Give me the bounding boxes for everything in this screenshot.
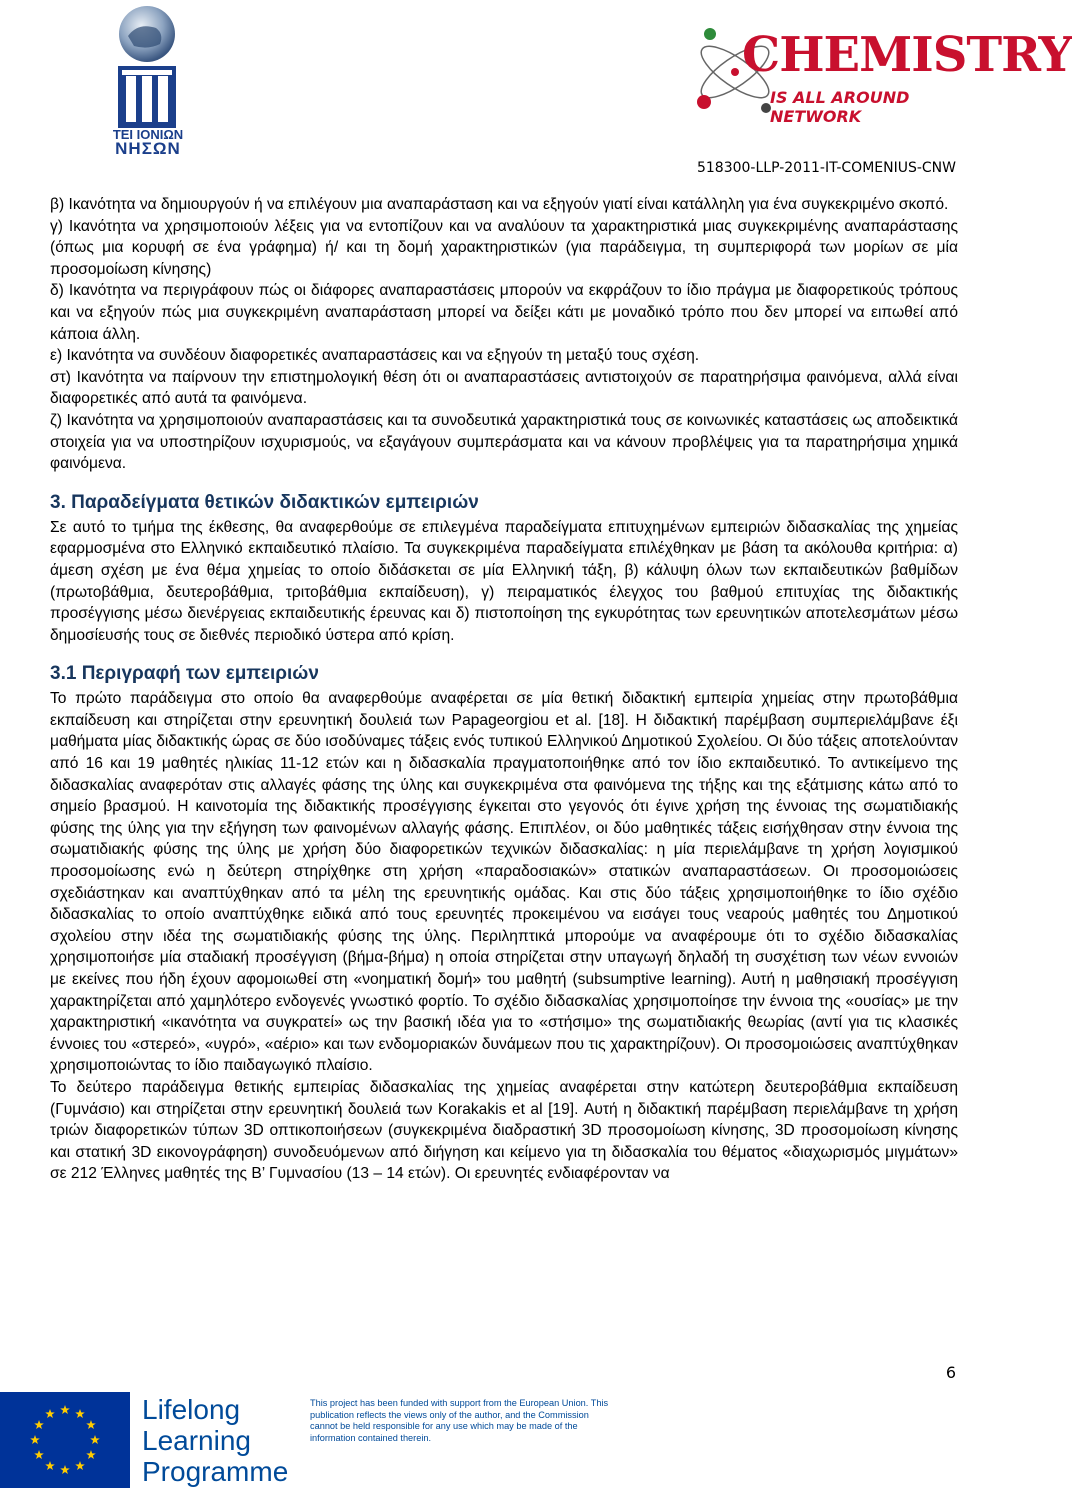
paragraph-section-3-1-first: Το πρώτο παράδειγμα στο οποίο θα αναφερθούμε αναφέρεται σε μία θετική διδακτική εμπειρία χημείας στην πρωτοβάθμια εκπαίδευση και στηρίζεται στην ερευνητική δουλειά των Papageorgiou et al. [18]. Η διδακτική παρέμβαση συμπεριελάμβανε έξι μαθήματα μίας διδακτικής ώρας σε δύο ισοδύναμες τάξεις ενός τυπικού Ελληνικού Δημοτικού Σχολείου. Οι δύο τάξεις αποτελούνταν από 16 και 19 μαθητές ηλικίας 11-12 ετών και η διδασκαλία πραγματοποιήθηκε από τον ίδιο εκπαιδευτικό. Το αντικείμενο της διδασκαλίας αναφερόταν στις αλλαγές φάσης της ύλης και συγκεκριμένα στα φαινόμενα της τήξης και της εξάτμισης κάτω από το σημείο βρασμού. Η καινοτομία της διδακτικής προσέγγισης έγκειται στο γεγονός ότι έγινε χρήση της έννοιας της σωματιδιακής φύσης της ύλης για την εξήγηση των φαινομένων αλλαγής φάσης. Επιπλέον, οι δύο μαθητικές τάξεις εισήχθησαν στην έννοια της σωματιδιακής φύσης της ύλης με χρήση δύο διαφορετικών τεχνικών διδασκαλίας: η μία περιελάμβανε τη χρήση λογισμικού προσομοίωσης ενώ η δεύτερη στηρίχθηκε στη χρήση «παραδοσιακών» στατικών αναπαραστάσεων. Οι προσομοιώσεις σχεδιάστηκαν και αναπτύχθηκαν από τα μέλη της ερευνητικής ομάδας. Και στις δύο τάξεις χρησιμοποιήθηκε το ίδιο σχέδιο διδασκαλίας το οποίο αναπτύχθηκε ειδικά από τους ερευνητές προκειμένου να εισάγει τους νεαρούς μαθητές του Δημοτικού σχολείου στην ιδέα της σωματιδιακής φύσης της ύλης. Περιληπτικά μπορούμε να αναφέρουμε ότι το σχέδιο διδασκαλίας χρησιμοποιήσε μία σταδιακή προσέγγιση (βήμα-βήμα) η οποία στηρίζεται στην υπαγωγή δηλαδή τη συσχέτιση των νέων εννοιών με εκείνες που ήδη έχουν αφομοιωθεί στη «νοηματική δομή» του μαθητή (subsumptive learning). Αυτή η μαθησιακή προσέγγιση χαρακτηρίζεται από χαμηλότερο ενδογενές γνωστικό φορτίο. Το σχέδιο διδασκαλίας χρησιμοποίησε την έννοια της «ουσίας» με την χαρακτηριστική «ικανότητα να συγκρατεί» ως την βασική ιδέα για το «στήσιμο» της σωματιδιακής θεωρίας (αντί για τις κλασικές έννοιες του «στερεό», «υγρό», «αέριο» και των ενδομοριακών δυνάμεων που τις χαρακτηρίζουν). Οι προσομοιώσεις αναπτύχθηκαν χρησιμοποιώντας το ίδιο παιδαγωγικό πλαίσιο. [50, 690, 958, 1075]
document-body [50, 194, 958, 1185]
paragraph-z: ζ) Ικανότητα να χρησιμοποιούν αναπαραστάσεις και τα συνοδευτικά χαρακτηριστικά τους σε κοινωνικές καταστάσεις ως αποδεικτικά στοιχεία για να υποστηρίζουν ισχυρισμούς, να εξαγάγουν συμπεράσματα και να κάνουν προβλέψεις για τα παρατηρήσιμα χημικά φαινόμενα. [50, 411, 958, 473]
page-footer [0, 1390, 960, 1493]
paragraph-section-3: Σε αυτό το τμήμα της έκθεσης, θα αναφερθούμε σε επιλεγμένα παραδείγματα επιτυχημένων εμπειριών διδασκαλίας της χημείας εφαρμοσμένα στο Ελληνικό εκπαιδευτικό πλαίσιο. Τα συγκεκριμένα παραδείγματα επιλέχθηκαν με βάση τα ακόλουθα κριτήρια: α) άμεση σχέση με ένα θέμα χημείας το οποίο διδάσκεται σε μία Ελληνική τάξη, β) κάλυψη όλων των εκπαιδευτικών βαθμίδων (πρωτοβάθμια, δευτεροβάθμια, τριτοβάθμια εκπαίδευση), γ) πειραματικός έλεγχος του βαθμού επιτυχίας της διδακτικής προσέγγισης μέσω διενέργειας εκπαιδευτικής έρευνας και δ) πιστοποίηση της εγκυρότητας των ερευνητικών αποτελεσμάτων μέσω δημοσίευσής τους σε διεθνές περιοδικό ύστερα από κρίση. [50, 518, 958, 644]
paragraph-e: ε) Ικανότητα να συνδέουν διαφορετικές αναπαραστάσεις και να εξηγούν τη μεταξύ τους σχέση. [50, 347, 700, 365]
page-header [0, 0, 1072, 185]
project-code: 518300-LLP-2011-IT-COMENIUS-CNW [696, 160, 956, 176]
paragraph-d: δ) Ικανότητα να περιγράφουν πώς οι διάφορες αναπαραστάσεις μπορούν να εκφράζουν το ίδιο πράγμα με διαφορετικούς τρόπους και να εξηγούν πώς μια συγκεκριμένη αναπαράσταση μπορεί να δείξει κάτι με μοναδικό τρόπο που δεν μπορεί να ειπωθεί από κάποια άλλη. [50, 282, 958, 343]
paragraph-b: β) Ικανότητα να δημιουργούν ή να επιλέγουν μια αναπαράσταση και να εξηγούν γιατί είναι κατάλληλη για ένα συγκεκριμένο σκοπό. [50, 196, 949, 213]
eu-flag-icon [0, 1392, 130, 1488]
page-number: 6 [945, 1363, 956, 1382]
paragraph-st: στ) Ικανότητα να παίρνουν την επιστημολογική θέση ότι οι αναπαραστάσεις αντιστοιχούν σε παρατηρήσιμα φαινόμενα, αλλά είναι διαφορετικές από αυτά τα φαινόμενα. [50, 368, 958, 408]
paragraph-c: γ) Ικανότητα να χρησιμοποιούν λέξεις για να εντοπίζουν και να αναλύουν τα χαρακτηριστικά μιας συγκεκριμένης αναπαράστασης (όπως μια κορυφή σε ένα γράφημα) ή/ και τη δομή χαρακτηριστικών (για παράδειγμα, τη συμπεριφορά των μορίων σε μία προσομοίωση κίνησης) [50, 217, 958, 278]
chemistry-logo-title: CHEMISTRY [742, 27, 1072, 83]
section-heading-3: 3. Παραδείγματα θετικών διδακτικών εμπειριών [50, 491, 479, 513]
chemistry-logo-subtitle: IS ALL AROUND NETWORK [770, 88, 910, 126]
eu-disclaimer: This project has been funded with support from the European Union. This publication reflects the views only of the author, and the Commission cannot be held responsible for any use which may be made of the information contained therein. [310, 1398, 609, 1443]
tei-logo-line1: ΤΕΙ ΙΟΝΙΩΝ [112, 127, 184, 142]
lifelong-learning-programme-logo [142, 1394, 288, 1487]
section-heading-3-1: 3.1 Περιγραφή των εμπειριών [50, 663, 319, 685]
paragraph-section-3-1-second: Το δεύτερο παράδειγμα θετικής εμπειρίας διδασκαλίας της χημείας αναφέρεται στην κατώτερη δευτεροβάθμια εκπαίδευση (Γυμνάσιο) και στηρίζεται στην ερευνητική δουλειά των Korakakis et al [19]. Αυτή η διδακτική παρέμβαση περιελάμβανε τη χρήση τριών διαφορετικών τύπων 3D οπτικοποιήσεων (συγκεκριμένα διαδραστική 3D προσομοίωση κίνησης, 3D προσομοίωση κίνησης και στατική 3D εικονογράφηση) συνοδευόμενων από διήγηση και κείμενο για τη διδασκαλία του θέματος «διαχωρισμός μιγμάτων» σε 212 Έλληνες μαθητές της Β’ Γυμνασίου (13 – 14 ετών). Οι ερευνητές ενδιαφέρονταν να [50, 1078, 958, 1183]
llp-line1: Lifelong [142, 1394, 241, 1425]
tei-logo-text [104, 128, 192, 156]
llp-line2: Learning [142, 1425, 251, 1456]
llp-line3: Programme [142, 1456, 289, 1487]
tei-logo-line2: ΝΗΣΩΝ [115, 139, 181, 158]
